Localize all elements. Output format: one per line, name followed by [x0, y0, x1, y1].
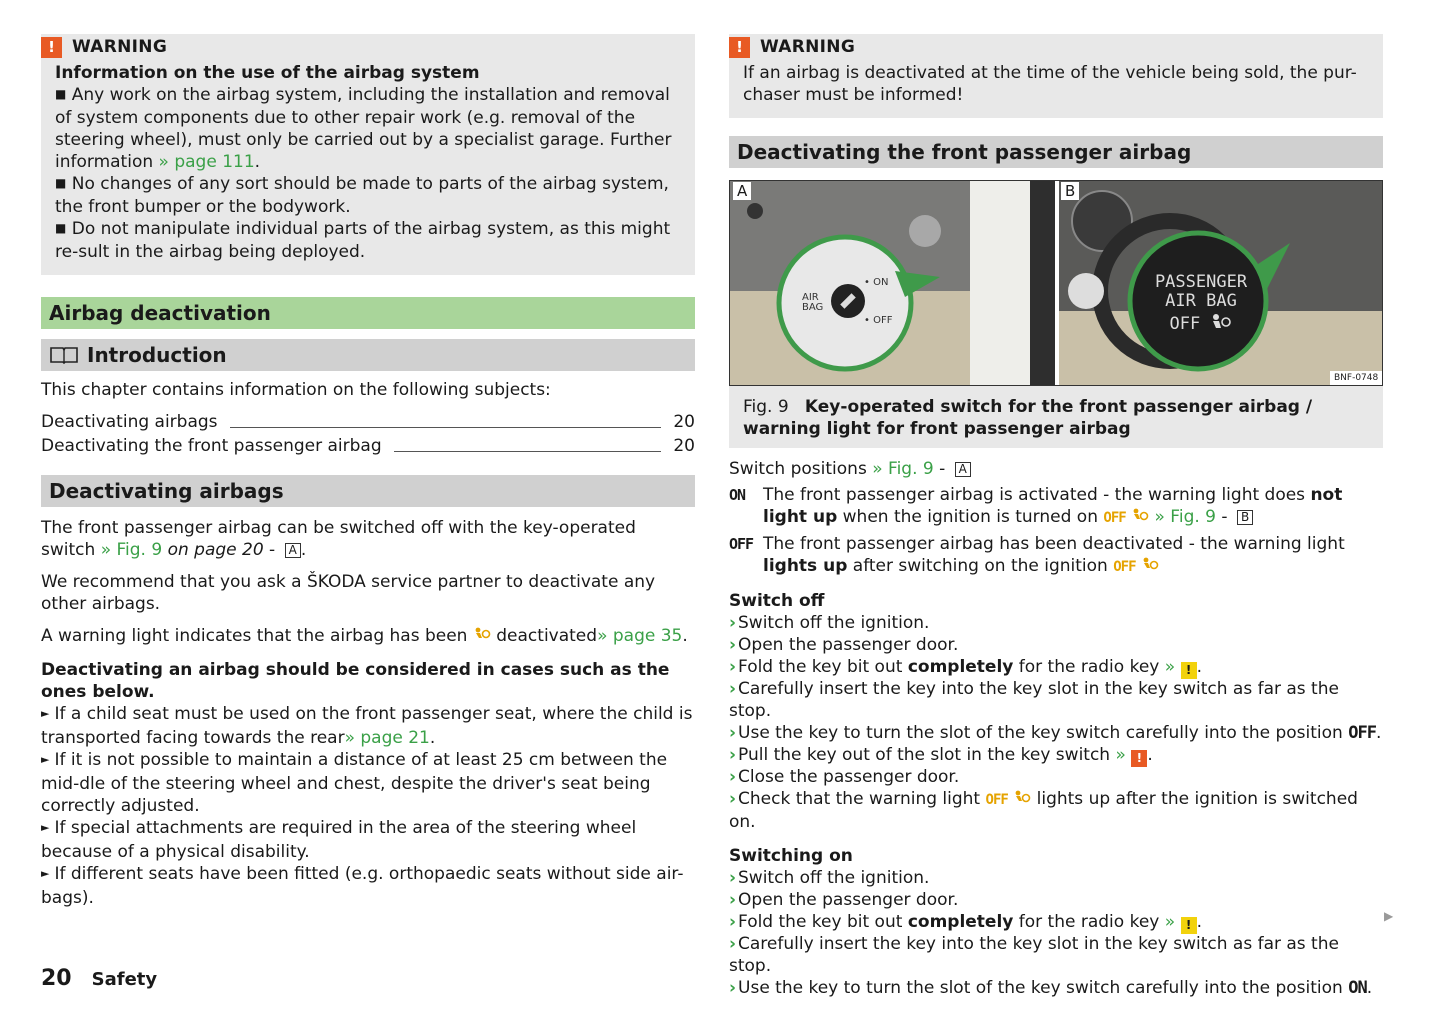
toc-item[interactable]: Deactivating airbags 20	[41, 412, 695, 432]
switch-off-heading: Switch off	[729, 591, 825, 611]
intro-text: This chapter contains information on the following subjects:	[41, 380, 551, 400]
airbag-warning-icon	[1013, 790, 1031, 806]
warning-icon: !	[729, 37, 750, 58]
warning-header	[41, 36, 681, 58]
warning-title: Information on the use of the airbag system	[55, 63, 480, 83]
list-item: › Open the passenger door.	[729, 635, 959, 655]
figure-part-label: A	[285, 543, 301, 558]
airbag-warning-icon	[1131, 508, 1149, 524]
switch-label: AIR BAG	[802, 292, 824, 313]
list-item: › Pull the key out of the slot in the key switch » ! .	[729, 745, 1153, 765]
figure-link[interactable]: » Fig. 9	[100, 540, 163, 560]
triangle-bullet-icon: ►	[41, 753, 50, 766]
figure-caption	[729, 386, 1383, 448]
chevron-right-icon: ›	[729, 767, 737, 787]
list-item: › Carefully insert the key into the key slot in the key switch as far as the stop.	[729, 934, 1339, 976]
triangle-bullet-icon: ►	[41, 707, 50, 720]
list-item: ► If a child seat must be used on the front passenger seat, where the child is transported facing towards the rear» page 21.	[41, 704, 693, 748]
switch-on-label: • ON	[864, 277, 889, 288]
list-item: › Switch off the ignition.	[729, 613, 930, 633]
warning-icon: !	[41, 37, 62, 58]
cases-heading: Deactivating an airbag should be considered in cases such as the ones below.	[41, 660, 670, 702]
square-bullet-icon: ■	[55, 176, 67, 190]
figure-link[interactable]: » Fig. 9	[872, 459, 934, 479]
switch-off-label: • OFF	[864, 315, 893, 326]
warning-paragraph: ■ No changes of any sort should be made to parts of the airbag system, the front bumper or the bodywork.	[55, 174, 669, 217]
list-item: › Carefully insert the key into the key slot in the key switch as far as the stop.	[729, 679, 1339, 721]
figure-part-label: B	[1237, 510, 1253, 525]
passenger-airbag-light: PASSENGER AIR BAG OFF	[1154, 272, 1248, 334]
subsection-heading: Deactivating airbags	[41, 475, 695, 507]
figure-image	[729, 180, 1383, 386]
list-item: › Use the key to turn the slot of the key switch carefully into the position ON.	[729, 978, 1373, 998]
warning-icon: !	[1131, 750, 1147, 767]
chevron-right-icon: ›	[729, 890, 737, 910]
caution-icon: !	[1181, 662, 1197, 679]
position-off: OFF The front passenger airbag has been deactivated - the warning light lights up after switching on the ignition OFF	[729, 534, 1345, 576]
figure-part-label: A	[955, 462, 971, 477]
body-paragraph: The front passenger airbag can be switched off with the key-operated switch » Fig. 9 on page 20 - A .	[41, 518, 636, 560]
position-on-label: ON	[729, 486, 746, 504]
airbag-warning-icon	[1141, 557, 1159, 573]
page-link[interactable]: » page 35	[597, 626, 683, 646]
square-bullet-icon: ■	[55, 87, 67, 101]
figure-illustration	[730, 181, 1382, 385]
book-icon	[49, 345, 79, 365]
toc-item[interactable]: Deactivating the front passenger airbag 20	[41, 436, 695, 456]
footer-section: Safety	[91, 969, 158, 990]
list-item: › Fold the key bit out completely for the radio key » ! .	[729, 657, 1202, 677]
square-bullet-icon: ■	[55, 221, 67, 235]
body-paragraph: A warning light indicates that the airbag has been deactivated» page 35.	[41, 626, 688, 646]
list-item: › Use the key to turn the slot of the key switch carefully into the position OFF.	[729, 723, 1382, 743]
caution-icon: !	[1181, 917, 1197, 934]
page-number: 20	[41, 966, 72, 991]
chevron-right-icon: ›	[729, 679, 737, 699]
panel-label-a: A	[733, 182, 751, 200]
airbag-person-icon	[1210, 313, 1232, 331]
warning-paragraph: ■ Any work on the airbag system, including the installation and removal of system components due to other repair work (e.g. removal of the steering wheel), must only be carried out by a specialist garage. Further information » page 111.	[55, 85, 672, 172]
list-item: › Fold the key bit out completely for the radio key » ! .	[729, 912, 1202, 932]
warning-header	[729, 36, 1369, 58]
chevron-right-icon: ›	[729, 868, 737, 888]
table-of-contents	[41, 411, 695, 457]
position-on: ON The front passenger airbag is activated - the warning light does not light up when the ignition is turned on OFF » Fig. 9 - B	[729, 485, 1343, 527]
warning-box	[41, 34, 695, 275]
chevron-right-icon: ›	[729, 745, 737, 765]
left-column	[41, 34, 695, 909]
warning-label: WARNING	[760, 37, 856, 57]
figure-code: BNF-0748	[1334, 373, 1379, 383]
switch-positions-line: Switch positions » Fig. 9 - A	[729, 458, 1383, 480]
warning-text: If an airbag is deactivated at the time of the vehicle being sold, the pur-chaser must be informed!	[743, 63, 1357, 105]
chevron-right-icon: ›	[729, 657, 737, 677]
list-item: › Open the passenger door.	[729, 890, 959, 910]
warning-box	[729, 34, 1383, 118]
page-footer	[41, 968, 157, 991]
off-indicator: OFF	[985, 792, 1008, 808]
airbag-warning-icon	[473, 627, 491, 643]
warning-label: WARNING	[72, 37, 168, 57]
switch-on-heading: Switching on	[729, 846, 853, 866]
chevron-right-icon: ›	[729, 912, 737, 932]
off-indicator: OFF	[1113, 559, 1136, 575]
warning-paragraph: ■ Do not manipulate individual parts of the airbag system, as this might re-sult in the airbag being deployed.	[55, 219, 671, 262]
section-heading: Deactivating the front passenger airbag	[729, 136, 1383, 168]
list-item: › Check that the warning light OFF lights up after the ignition is switched on.	[729, 789, 1358, 832]
introduction-heading: Introduction	[41, 339, 695, 371]
figure-caption-text: Key-operated switch for the front passenger airbag / warning light for front passenger airbag	[743, 397, 1313, 439]
figure-link[interactable]: » Fig. 9	[1154, 507, 1216, 527]
right-column	[729, 34, 1383, 999]
off-indicator: OFF	[1103, 510, 1126, 526]
page-link[interactable]: » page 111	[158, 152, 255, 172]
section-heading: Airbag deactivation	[41, 297, 695, 329]
list-item: ► If different seats have been fitted (e.g. orthopaedic seats without side air-bags).	[41, 864, 684, 908]
chevron-right-icon: ›	[729, 934, 737, 954]
list-item: › Close the passenger door.	[729, 767, 960, 787]
panel-label-b: B	[1061, 182, 1079, 200]
chevron-right-icon: ›	[729, 613, 737, 633]
chevron-right-icon: ›	[729, 978, 737, 998]
chevron-right-icon: ›	[729, 723, 737, 743]
chevron-right-icon: ›	[729, 789, 737, 809]
list-item: ► If special attachments are required in the area of the steering wheel because of a physical disability.	[41, 818, 637, 862]
position-off-label: OFF	[729, 535, 754, 553]
list-item: › Switch off the ignition.	[729, 868, 930, 888]
triangle-bullet-icon: ►	[41, 821, 50, 834]
figure-number: Fig. 9	[743, 397, 789, 417]
chevron-right-icon: ›	[729, 635, 737, 655]
triangle-bullet-icon: ►	[41, 867, 50, 880]
page-link[interactable]: » page 21	[344, 728, 430, 748]
body-paragraph: We recommend that you ask a ŠKODA service partner to deactivate any other airbags.	[41, 572, 656, 614]
list-item: ► If it is not possible to maintain a distance of at least 25 cm between the mid-dle of the steering wheel and chest, despite the driver's seat being correctly adjusted.	[41, 750, 668, 816]
continue-arrow-icon[interactable]: ▶	[1384, 909, 1394, 923]
